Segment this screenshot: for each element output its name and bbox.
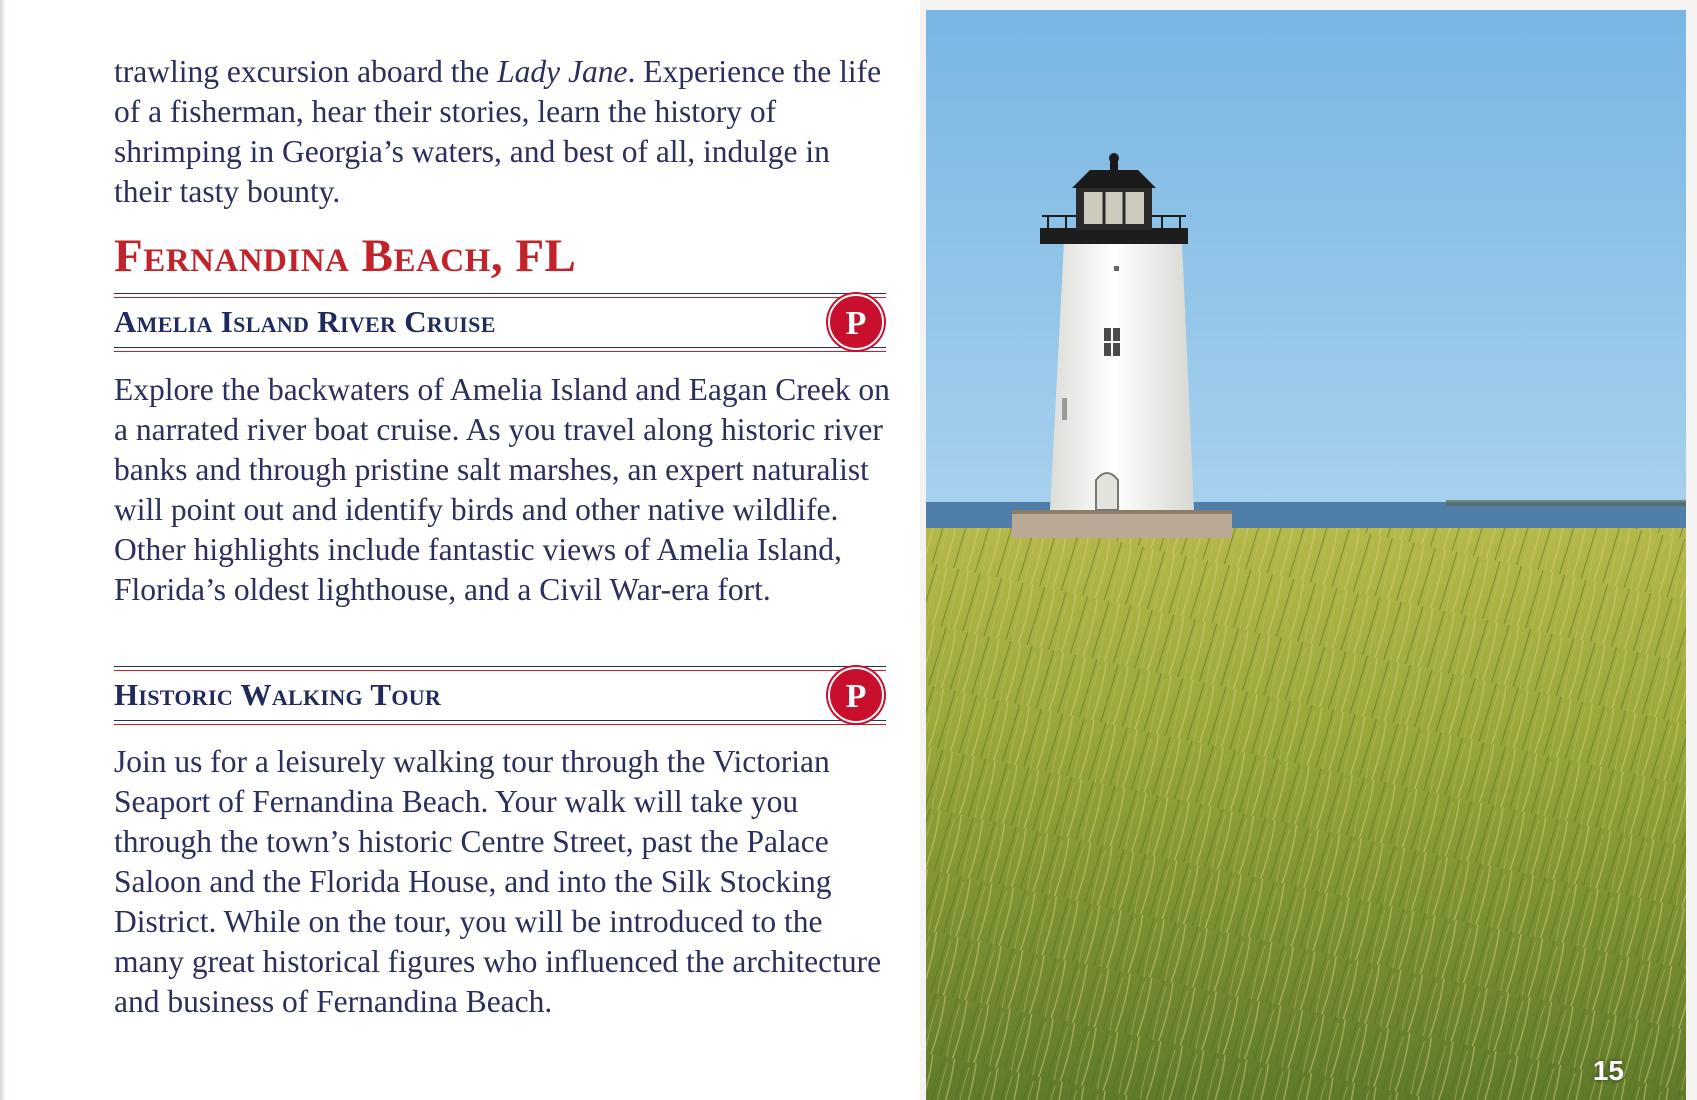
intro-text-start: trawling excursion aboard the xyxy=(114,54,498,89)
section-body: Explore the backwaters of Amelia Island and Eagan Creek on a narrated river boat cruise. As you travel along historic river banks and through pristine salt marshes, an expert naturalist will point out and identify birds and other native wildlife. Other highlights include fantastic views of Amelia Island, Florida’s oldest lighthouse, and a Civil War-era fort. xyxy=(114,372,890,607)
sky xyxy=(926,10,1686,530)
section-body: Join us for a leisurely walking tour through the Victorian Seaport of Fernandina Beach. Your walk will take you through the town’s historic Centre Street, past the Palace Saloon and the Florida House, and into the Silk Stocking District. While on the tour, you will be introduced to the many great historical figures who influenced the architecture and business of Fernandina Beach. xyxy=(114,744,882,1019)
tower-door xyxy=(1096,473,1118,510)
header-bottom-rule xyxy=(114,720,886,725)
lighthouse-tower xyxy=(1050,242,1194,510)
intro-text-end: . Experience the life of a fisherman, hear their stories, learn the history of shrimping in Georgia’s waters, and best of all, indulge in their tasty bounty. xyxy=(114,54,882,209)
city-heading: Fernandina Beach, FL xyxy=(114,230,577,282)
lighthouse-illustration xyxy=(926,10,1686,1100)
page-number: 15 xyxy=(1592,1055,1624,1086)
header-top-rule xyxy=(114,293,886,298)
section-title: Amelia Island River Cruise xyxy=(114,304,496,339)
section-header-walking-tour xyxy=(114,666,886,722)
header-bottom-rule xyxy=(114,347,886,352)
section-header-river-cruise xyxy=(114,293,886,349)
p-badge-icon: P xyxy=(828,294,884,350)
header-top-rule xyxy=(114,666,886,671)
lighthouse-base xyxy=(1012,512,1232,538)
p-badge-icon: P xyxy=(828,667,884,723)
lighthouse-photo xyxy=(926,10,1686,1100)
lighthouse-gallery xyxy=(1040,228,1188,244)
section-title: Historic Walking Tour xyxy=(114,677,442,712)
intro-paragraph xyxy=(114,52,894,212)
boat-name: Lady Jane xyxy=(497,54,628,89)
